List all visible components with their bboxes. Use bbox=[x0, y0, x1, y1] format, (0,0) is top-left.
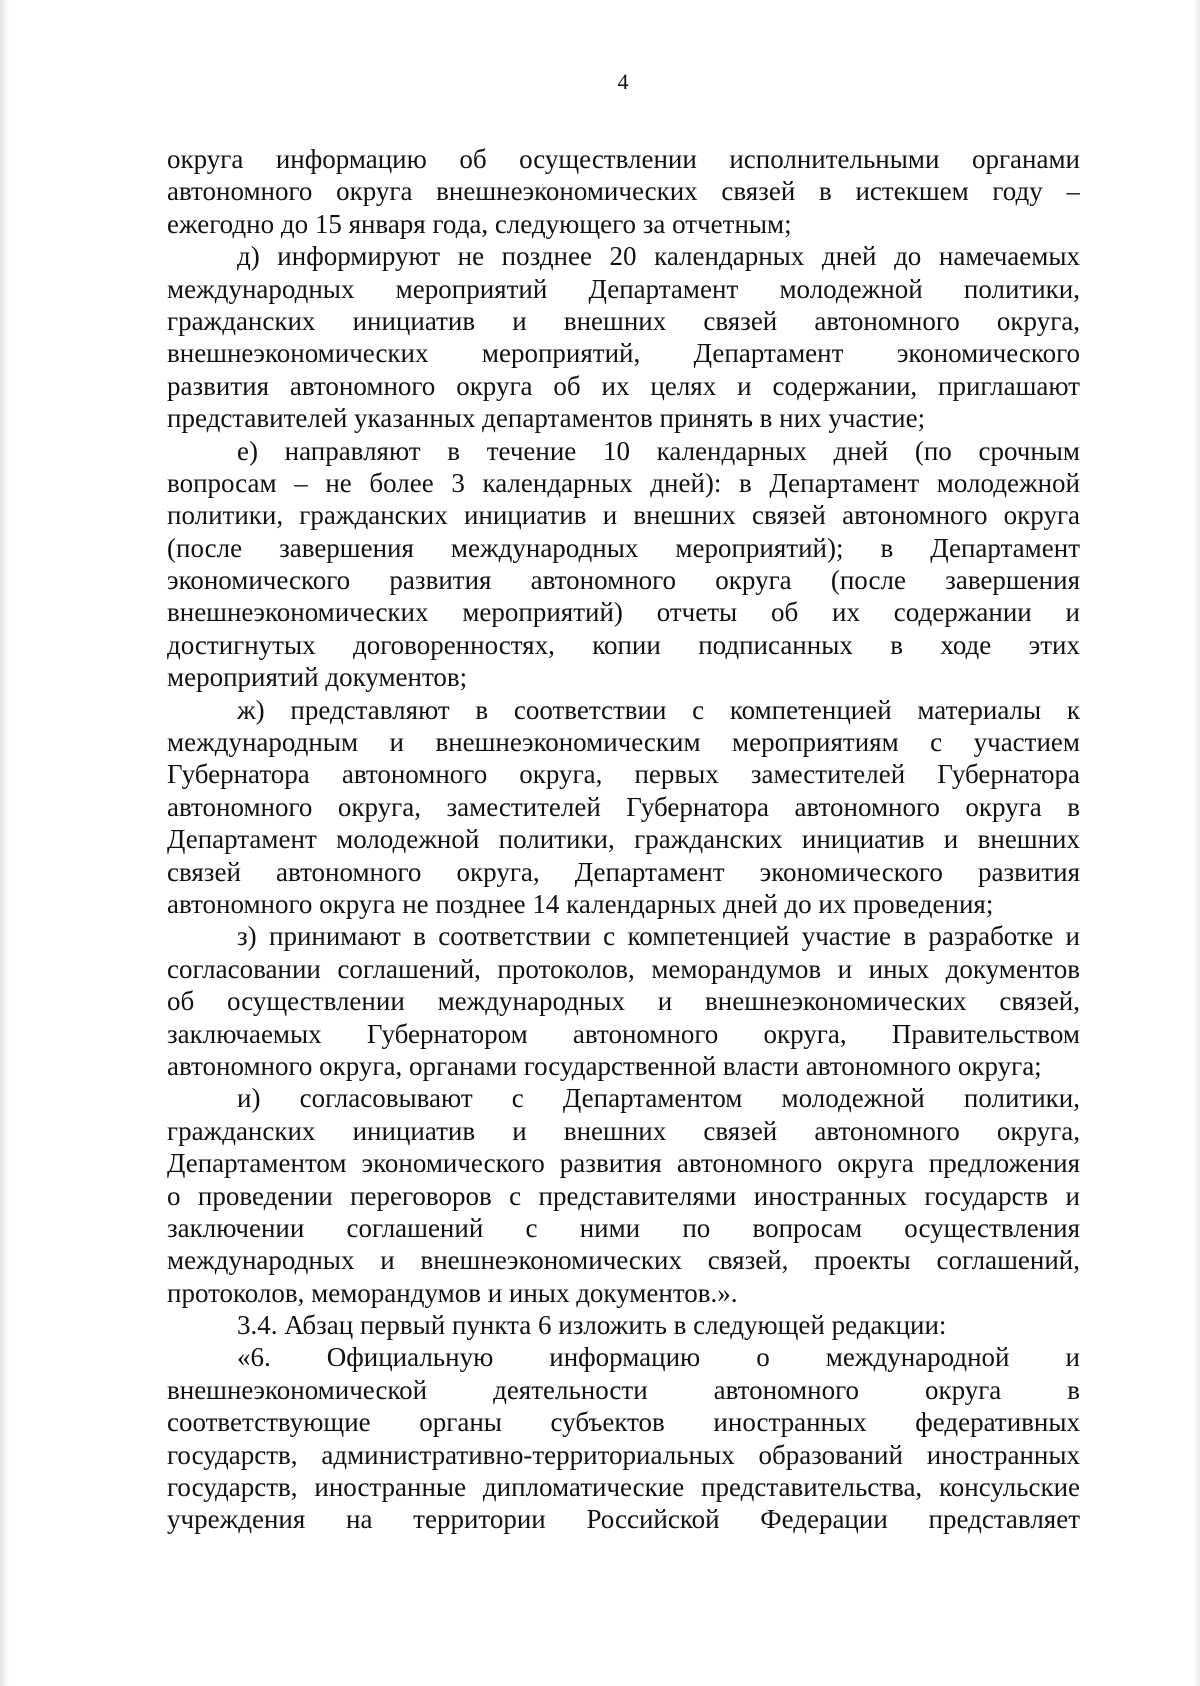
text-line: соответствующие органы субъектов иностранных федеративных bbox=[167, 1407, 1080, 1438]
text-line: достигнутых договоренностях, копии подписанных в ходе этих bbox=[167, 629, 1080, 660]
text-line: внешнеэкономических мероприятий) отчеты об их содержании и bbox=[167, 597, 1080, 628]
scan-edge-left bbox=[0, 0, 10, 1686]
scan-edge-right bbox=[1192, 0, 1200, 1686]
text-line: согласовании соглашений, протоколов, меморандумов и иных документов bbox=[167, 953, 1080, 984]
text-line: заключении соглашений с ними по вопросам осуществления bbox=[167, 1212, 1080, 1243]
text-line: об осуществлении международных и внешнеэкономических связей, bbox=[167, 986, 1080, 1017]
text-line: политики, гражданских инициатив и внешних связей автономного округа bbox=[167, 500, 1080, 531]
text-line: автономного округа внешнеэкономических связей в истекшем году – bbox=[167, 176, 1080, 207]
text-line: развития автономного округа об их целях и содержании, приглашают bbox=[167, 370, 1080, 401]
text-line: Департамент молодежной политики, гражданских инициатив и внешних bbox=[167, 824, 1080, 855]
text-line: 3.4. Абзац первый пункта 6 изложить в следующей редакции: bbox=[237, 1310, 947, 1341]
text-line: гражданских инициатив и внешних связей автономного округа, bbox=[167, 1115, 1080, 1146]
text-line: экономического развития автономного округа (после завершения bbox=[167, 565, 1080, 596]
text-line: гражданских инициатив и внешних связей автономного округа, bbox=[167, 305, 1080, 336]
text-line: «6. Официальную информацию о международной и bbox=[237, 1342, 1080, 1373]
text-line: и) согласовывают с Департаментом молодежной политики, bbox=[237, 1083, 1080, 1114]
text-line: вопросам – не более 3 календарных дней): в Департамент молодежной bbox=[167, 467, 1080, 498]
text-line: международным и внешнеэкономическим мероприятиям с участием bbox=[167, 727, 1080, 758]
text-line: ж) представляют в соответствии с компетенцией материалы к bbox=[237, 694, 1080, 725]
text-line: Губернатора автономного округа, первых заместителей Губернатора bbox=[167, 759, 1080, 790]
text-line: государств, административно-территориальных образований иностранных bbox=[167, 1439, 1080, 1470]
text-line: е) направляют в течение 10 календарных дней (по срочным bbox=[237, 435, 1080, 466]
text-line: Департаментом экономического развития автономного округа предложения bbox=[167, 1148, 1080, 1179]
text-line: представителей указанных департаментов принять в них участие; bbox=[167, 403, 926, 434]
text-line: о проведении переговоров с представителями иностранных государств и bbox=[167, 1180, 1080, 1211]
text-line: международных и внешнеэкономических связей, проекты соглашений, bbox=[167, 1245, 1080, 1276]
text-line: (после завершения международных мероприятий); в Департамент bbox=[167, 532, 1080, 563]
document-body bbox=[167, 143, 1080, 1536]
text-line: округа информацию об осуществлении исполнительными органами bbox=[167, 144, 1080, 174]
text-line: ежегодно до 15 января года, следующего за отчетным; bbox=[167, 208, 792, 239]
text-line: мероприятий документов; bbox=[167, 662, 468, 693]
text-line: автономного округа, заместителей Губернатора автономного округа в bbox=[167, 791, 1080, 822]
text-line: международных мероприятий Департамент молодежной политики, bbox=[167, 273, 1080, 304]
text-line: протоколов, меморандумов и иных документов.». bbox=[167, 1277, 738, 1308]
text-line: автономного округа, органами государственной власти автономного округа; bbox=[167, 1050, 1042, 1081]
text-line: з) принимают в соответствии с компетенцией участие в разработке и bbox=[237, 921, 1080, 952]
text-line: государств, иностранные дипломатические представительства, консульские bbox=[167, 1472, 1080, 1503]
text-line: д) информируют не позднее 20 календарных дней до намечаемых bbox=[237, 241, 1080, 272]
text-line: внешнеэкономической деятельности автономного округа в bbox=[167, 1374, 1080, 1405]
text-line: связей автономного округа, Департамент экономического развития bbox=[167, 856, 1080, 887]
text-line: внешнеэкономических мероприятий, Департамент экономического bbox=[167, 338, 1080, 369]
page-number: 4 bbox=[617, 69, 629, 94]
text-line: автономного округа не позднее 14 календарных дней до их проведения; bbox=[167, 888, 994, 919]
text-line: учреждения на территории Российской Федерации представляет bbox=[167, 1504, 1080, 1535]
text-line: заключаемых Губернатором автономного округа, Правительством bbox=[167, 1018, 1080, 1049]
